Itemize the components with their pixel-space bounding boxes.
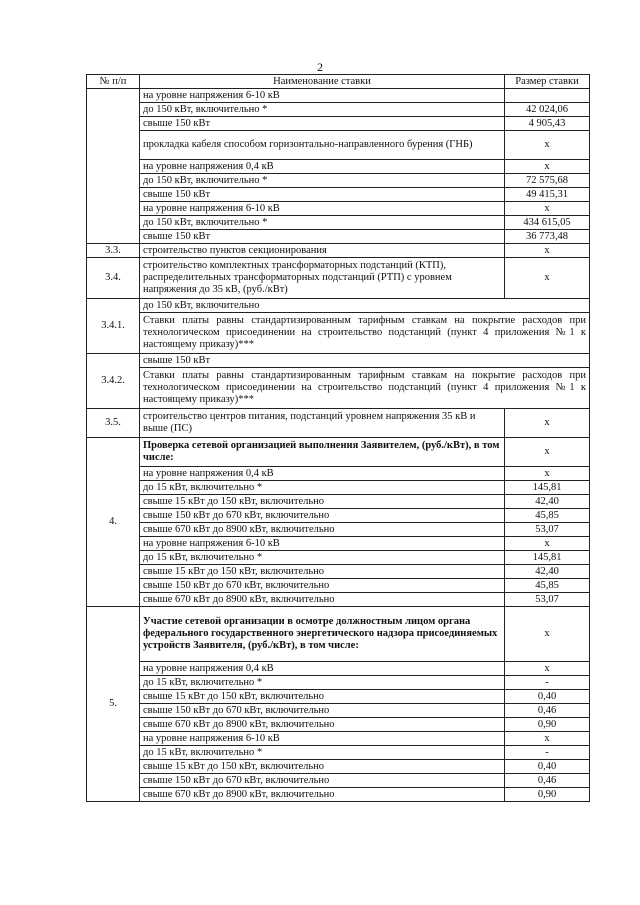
row-name: до 15 кВт, включительно * [140,746,505,760]
table-row [87,760,590,774]
table-row [87,565,590,579]
table-row [87,676,590,690]
row-name: свыше 670 кВт до 8900 кВт, включительно [140,718,505,732]
row-name: на уровне напряжения 0,4 кВ [140,662,505,676]
row-name: на уровне напряжения 6-10 кВ [140,732,505,746]
row-value: 45,85 [505,509,590,523]
table-row [87,495,590,509]
row-name: свыше 150 кВт до 670 кВт, включительно [140,704,505,718]
row-name: на уровне напряжения 6-10 кВ [140,537,505,551]
row-name: до 150 кВт, включительно * [140,174,505,188]
table-row [87,746,590,760]
row-value: x [505,662,590,676]
row-value: x [505,131,590,160]
row-name: строительство пунктов секционирования [140,244,505,258]
row-num: 5. [87,607,140,802]
row-name: на уровне напряжения 0,4 кВ [140,467,505,481]
table-row [87,467,590,481]
table-row [87,89,590,103]
row-name: строительство комплектных трансформаторных подстанций (КТП), распределительных трансформаторных подстанций (РТП) с уровнем напряжения до 35 кВ, (руб./кВт) [140,258,505,299]
row-num: 3.4. [87,258,140,299]
row-name: свыше 150 кВт [140,230,505,244]
table-row [87,690,590,704]
row-name: Ставки платы равны стандартизированным тарифным ставкам на покрытие расходов при технологическом присоединении на строительство подстанций (пункт 4 приложения №1 к настоящему приказу)*** [140,368,590,409]
table-row [87,523,590,537]
table-row [87,117,590,131]
row-value: x [505,160,590,174]
row-value: 0,46 [505,774,590,788]
row-name: свыше 670 кВт до 8900 кВт, включительно [140,593,505,607]
row-name: до 15 кВт, включительно * [140,481,505,495]
row-value: 0,40 [505,760,590,774]
header-name: Наименование ставки [140,75,505,89]
table-row [87,774,590,788]
row-name: свыше 150 кВт до 670 кВт, включительно [140,509,505,523]
row-num [87,89,140,244]
row-name: на уровне напряжения 6-10 кВ [140,202,505,216]
table-row [87,551,590,565]
row-name: на уровне напряжения 6-10 кВ [140,89,505,103]
table-row [87,202,590,216]
table-row [87,579,590,593]
table-row [87,509,590,523]
table-row [87,438,590,467]
table-row [87,354,590,368]
row-num: 3.3. [87,244,140,258]
table-row [87,174,590,188]
table-row [87,607,590,662]
row-value: 4 905,43 [505,117,590,131]
header-size: Размер ставки [505,75,590,89]
table-row [87,481,590,495]
row-name: свыше 15 кВт до 150 кВт, включительно [140,495,505,509]
table-row [87,244,590,258]
row-name: строительство центров питания, подстанций уровнем напряжения 35 кВ и выше (ПС) [140,409,505,438]
table-row [87,258,590,299]
row-value: x [505,409,590,438]
rates-table [86,74,590,802]
table-row [87,662,590,676]
row-value: - [505,746,590,760]
table-header-row [87,75,590,89]
row-name: свыше 15 кВт до 150 кВт, включительно [140,690,505,704]
table-row [87,216,590,230]
row-value: 0,90 [505,718,590,732]
row-value: x [505,537,590,551]
row-name: свыше 670 кВт до 8900 кВт, включительно [140,788,505,802]
row-name: свыше 150 кВт до 670 кВт, включительно [140,579,505,593]
table-row [87,188,590,202]
row-value: x [505,258,590,299]
row-value: x [505,467,590,481]
row-value [505,89,590,103]
row-name: свыше 150 кВт [140,117,505,131]
row-value: 53,07 [505,523,590,537]
table-row [87,160,590,174]
table-row [87,593,590,607]
row-num: 3.4.1. [87,299,140,354]
row-name: до 15 кВт, включительно * [140,676,505,690]
row-name: свыше 150 кВт [140,188,505,202]
row-name: свыше 15 кВт до 150 кВт, включительно [140,760,505,774]
row-value: 145,81 [505,481,590,495]
row-num: 3.4.2. [87,354,140,409]
row-name: до 150 кВт, включительно * [140,216,505,230]
table-row [87,718,590,732]
table-row [87,409,590,438]
row-value: 53,07 [505,593,590,607]
row-value: - [505,676,590,690]
row-name: Проверка сетевой организацией выполнения Заявителем, (руб./кВт), в том числе: [140,438,505,467]
table-row [87,732,590,746]
header-num: № п/п [87,75,140,89]
row-value: x [505,732,590,746]
row-value: 434 615,05 [505,216,590,230]
row-num: 3.5. [87,409,140,438]
table-row [87,230,590,244]
table-row [87,103,590,117]
row-name: свыше 670 кВт до 8900 кВт, включительно [140,523,505,537]
page-number: 2 [317,60,323,74]
table-row [87,368,590,409]
row-name: до 15 кВт, включительно * [140,551,505,565]
table-row [87,788,590,802]
row-value: x [505,438,590,467]
row-value: 42 024,06 [505,103,590,117]
row-value: 45,85 [505,579,590,593]
row-name: свыше 15 кВт до 150 кВт, включительно [140,565,505,579]
row-value: x [505,202,590,216]
table-row [87,131,590,160]
row-value: 145,81 [505,551,590,565]
row-name: до 150 кВт, включительно [140,299,590,313]
table-row [87,299,590,313]
row-name: до 150 кВт, включительно * [140,103,505,117]
row-name: свыше 150 кВт [140,354,590,368]
row-name: Участие сетевой организации в осмотре должностным лицом органа федерального государственного энергетического надзора присоединяемых устройств Заявителя, (руб./кВт), в том числе: [140,607,505,662]
row-value: 42,40 [505,565,590,579]
row-value: x [505,607,590,662]
row-value: 0,40 [505,690,590,704]
row-value: 0,90 [505,788,590,802]
table-row [87,704,590,718]
row-name: прокладка кабеля способом горизонтально-направленного бурения (ГНБ) [140,131,505,160]
row-value: x [505,244,590,258]
row-num: 4. [87,438,140,607]
row-name: свыше 150 кВт до 670 кВт, включительно [140,774,505,788]
row-name: на уровне напряжения 0,4 кВ [140,160,505,174]
row-value: 0,46 [505,704,590,718]
table-row [87,313,590,354]
table-row [87,537,590,551]
row-value: 72 575,68 [505,174,590,188]
row-value: 36 773,48 [505,230,590,244]
row-value: 42,40 [505,495,590,509]
row-value: 49 415,31 [505,188,590,202]
row-name: Ставки платы равны стандартизированным тарифным ставкам на покрытие расходов при технологическом присоединении на строительство подстанций (пункт 4 приложения №1 к настоящему приказу)*** [140,313,590,354]
